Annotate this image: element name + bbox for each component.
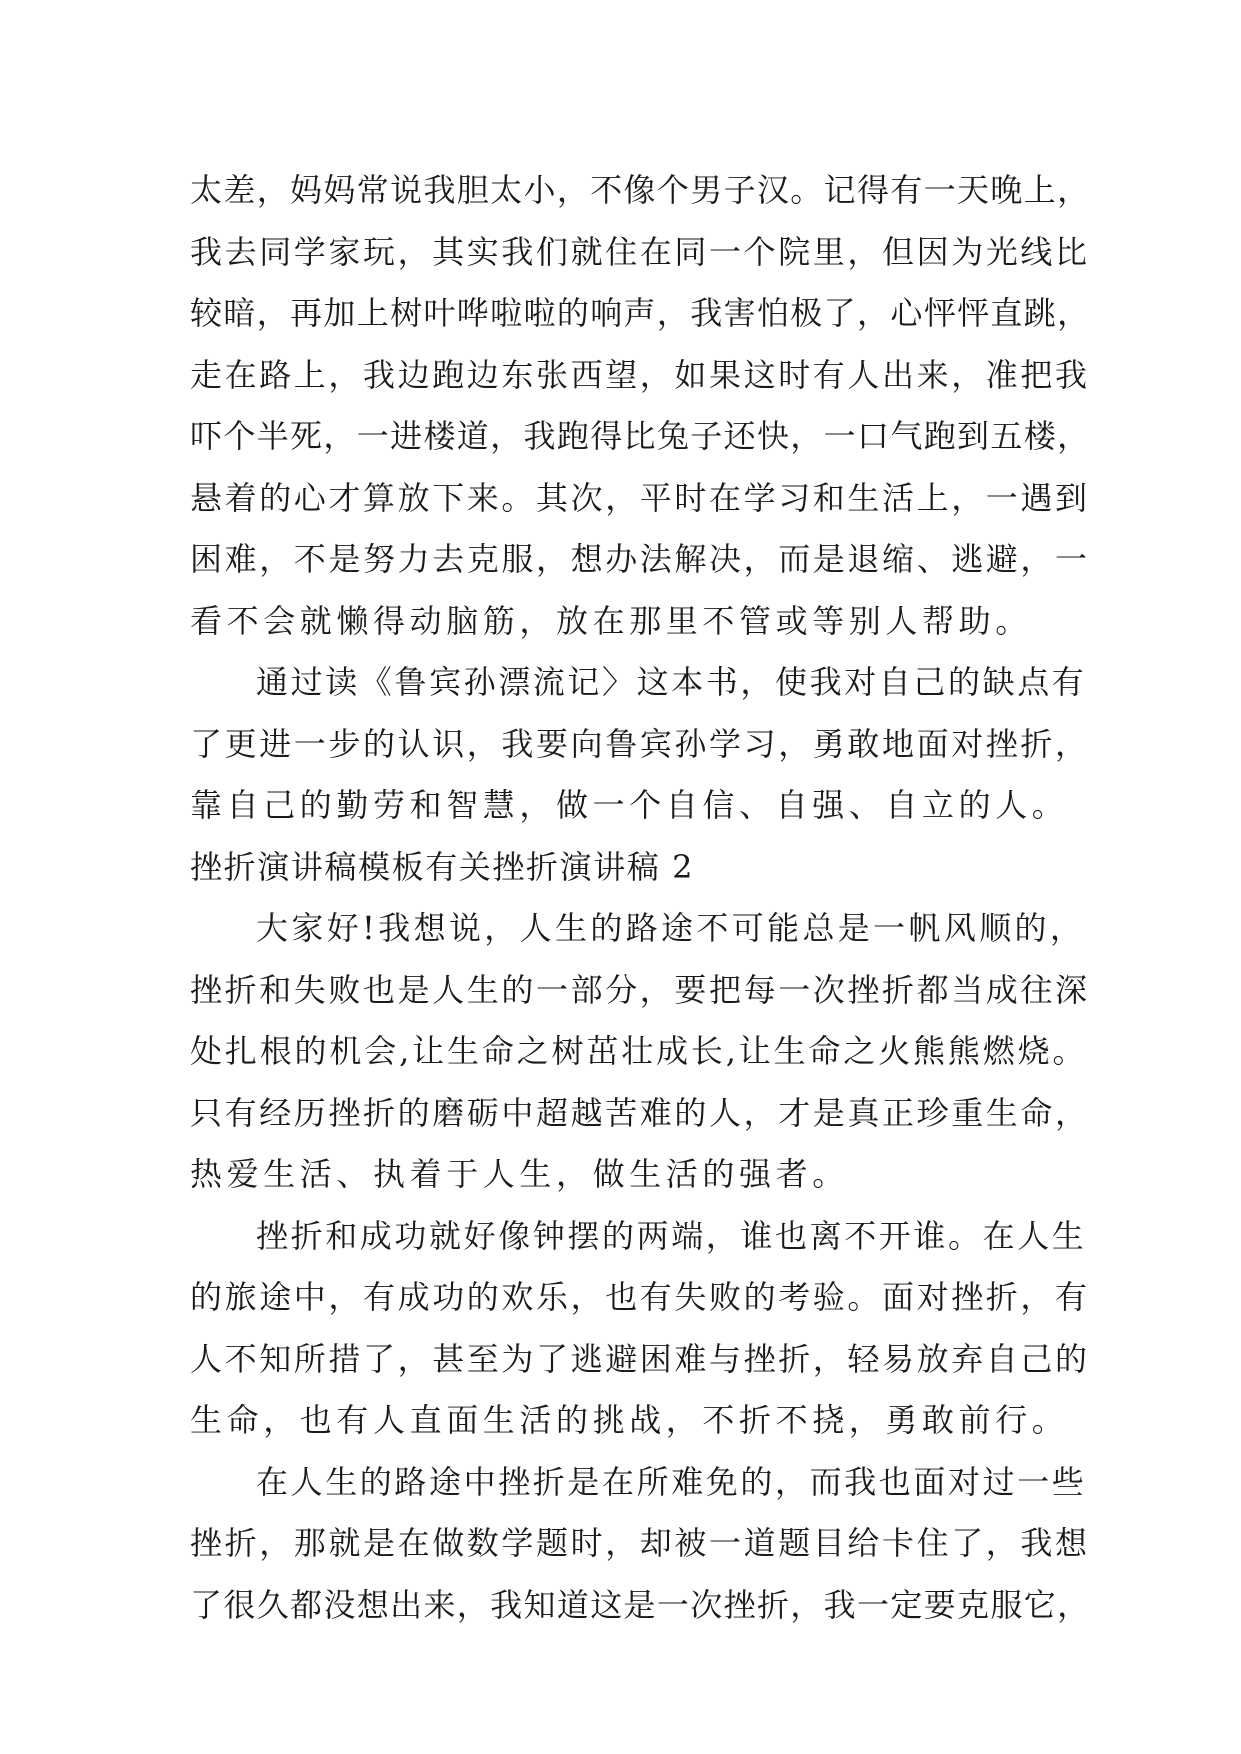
text-line: 走在路上，我边跑边东张西望，如果这时有人出来，准把我 bbox=[190, 355, 1090, 394]
text-line: 吓个半死，一进楼道，我跑得比兔子还快，一口气跑到五楼， bbox=[190, 417, 1091, 455]
document-body bbox=[190, 160, 1090, 1636]
text-line: 大家好!我想说，人生的路途不可能总是一帆风顺的， bbox=[256, 909, 1086, 947]
text-line: 挫折，那就是在做数学题时，却被一道题目给卡住了，我想 bbox=[190, 1524, 1090, 1562]
text-line: 了更进一步的认识，我要向鲁宾孙学习，勇敢地面对挫折， bbox=[190, 724, 1090, 763]
section-heading: 挫折演讲稿模板有关挫折演讲稿 2 bbox=[190, 847, 695, 886]
text-line: 热爱生活、执着于人生，做生活的强者。 bbox=[190, 1155, 849, 1193]
text-line: 只有经历挫折的磨砺中超越苦难的人，才是真正珍重生命， bbox=[190, 1093, 1090, 1132]
text-line: 人不知所措了，甚至为了逃避困难与挫折，轻易放弃自己的 bbox=[190, 1339, 1090, 1378]
text-line: 处扎根的机会,让生命之树茁壮成长,让生命之火熊熊燃烧。 bbox=[190, 1032, 1088, 1070]
text-line: 了很久都没想出来，我知道这是一次挫折，我一定要克服它， bbox=[190, 1585, 1091, 1624]
text-line: 太差，妈妈常说我胆太小，不像个男子汉。记得有一天晚上， bbox=[190, 171, 1091, 209]
text-line: 靠自己的勤劳和智慧，做一个自信、自强、自立的人。 bbox=[190, 786, 1069, 824]
text-line: 悬着的心才算放下来。其次，平时在学习和生活上，一遇到 bbox=[190, 478, 1090, 517]
text-line: 挫折和成功就好像钟摆的两端，谁也离不开谁。在人生 bbox=[256, 1216, 1087, 1255]
text-line: 我去同学家玩，其实我们就住在同一个院里，但因为光线比 bbox=[190, 232, 1090, 271]
text-line: 的旅途中，有成功的欢乐，也有失败的考验。面对挫折，有 bbox=[190, 1278, 1090, 1316]
text-line: 生命，也有人直面生活的挑战，不折不挠，勇敢前行。 bbox=[190, 1401, 1069, 1439]
text-line: 通过读《鲁宾孙漂流记〉这本书，使我对自己的缺点有 bbox=[256, 663, 1087, 701]
text-line: 挫折和失败也是人生的一部分，要把每一次挫折都当成往深 bbox=[190, 970, 1090, 1009]
text-line: 较暗，再加上树叶哗啦啦的响声，我害怕极了，心怦怦直跳， bbox=[190, 294, 1091, 332]
text-line: 看不会就懒得动脑筋，放在那里不管或等别人帮助。 bbox=[190, 601, 1032, 640]
text-line: 困难，不是努力去克服，想办法解决，而是退缩、逃避，一 bbox=[190, 540, 1090, 578]
text-line: 在人生的路途中挫折是在所难免的，而我也面对过一些 bbox=[256, 1462, 1087, 1501]
